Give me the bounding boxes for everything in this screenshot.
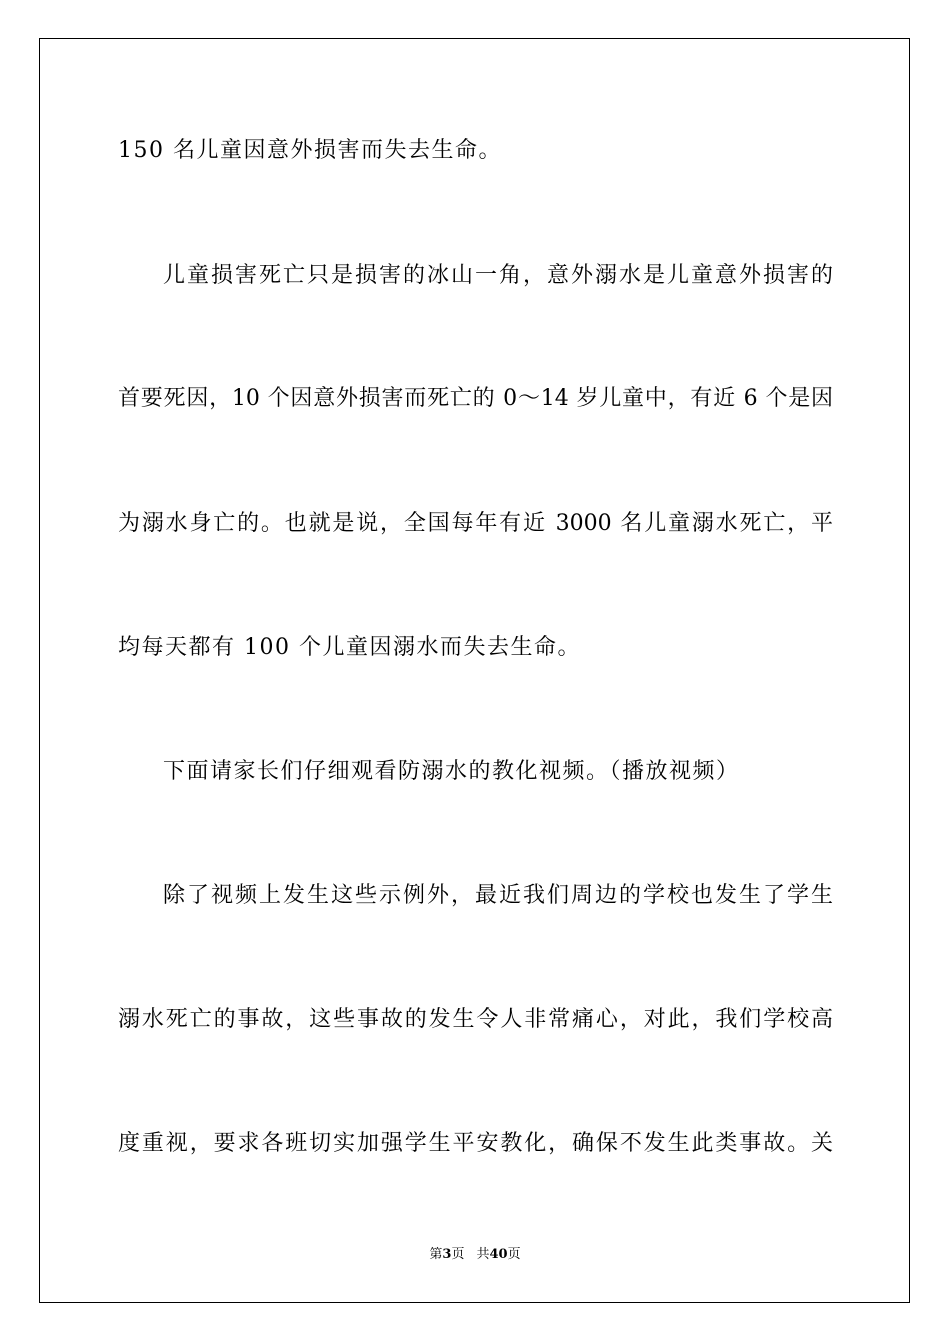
- paragraph-3-line-1: 除了视频上发生这些示例外，最近我们周边的学校也发生了学生: [163, 883, 833, 908]
- text-line-1: 150 名儿童因意外损害而失去生命。: [118, 138, 502, 163]
- total-prefix: 共: [476, 1247, 490, 1262]
- paragraph-3-line-3: 度重视，要求各班切实加强学生平安教化，确保不发生此类事故。关: [118, 1131, 833, 1156]
- paragraph-1-line-2: 首要死因，10 个因意外损害而死亡的 0～14 岁儿童中，有近 6 个是因: [118, 386, 833, 411]
- paragraph-1-line-4: 均每天都有 100 个儿童因溺水而失去生命。: [118, 635, 581, 660]
- page-total: 40: [489, 1247, 508, 1262]
- page-prefix: 第: [429, 1247, 443, 1262]
- paragraph-1-line-1: 儿童损害死亡只是损害的冰山一角，意外溺水是儿童意外损害的: [163, 263, 833, 288]
- total-suffix: 页: [507, 1247, 521, 1262]
- page-footer: [0, 1247, 950, 1263]
- page-suffix: 页: [451, 1247, 465, 1262]
- paragraph-1-line-3: 为溺水身亡的。也就是说，全国每年有近 3000 名儿童溺水死亡，平: [118, 511, 833, 536]
- paragraph-3-line-2: 溺水死亡的事故，这些事故的发生令人非常痛心，对此，我们学校高: [118, 1007, 833, 1032]
- page-current: 3: [442, 1247, 452, 1262]
- page-border: [39, 38, 910, 1303]
- paragraph-2-line-1: 下面请家长们仔细观看防溺水的教化视频。（播放视频）: [163, 759, 740, 784]
